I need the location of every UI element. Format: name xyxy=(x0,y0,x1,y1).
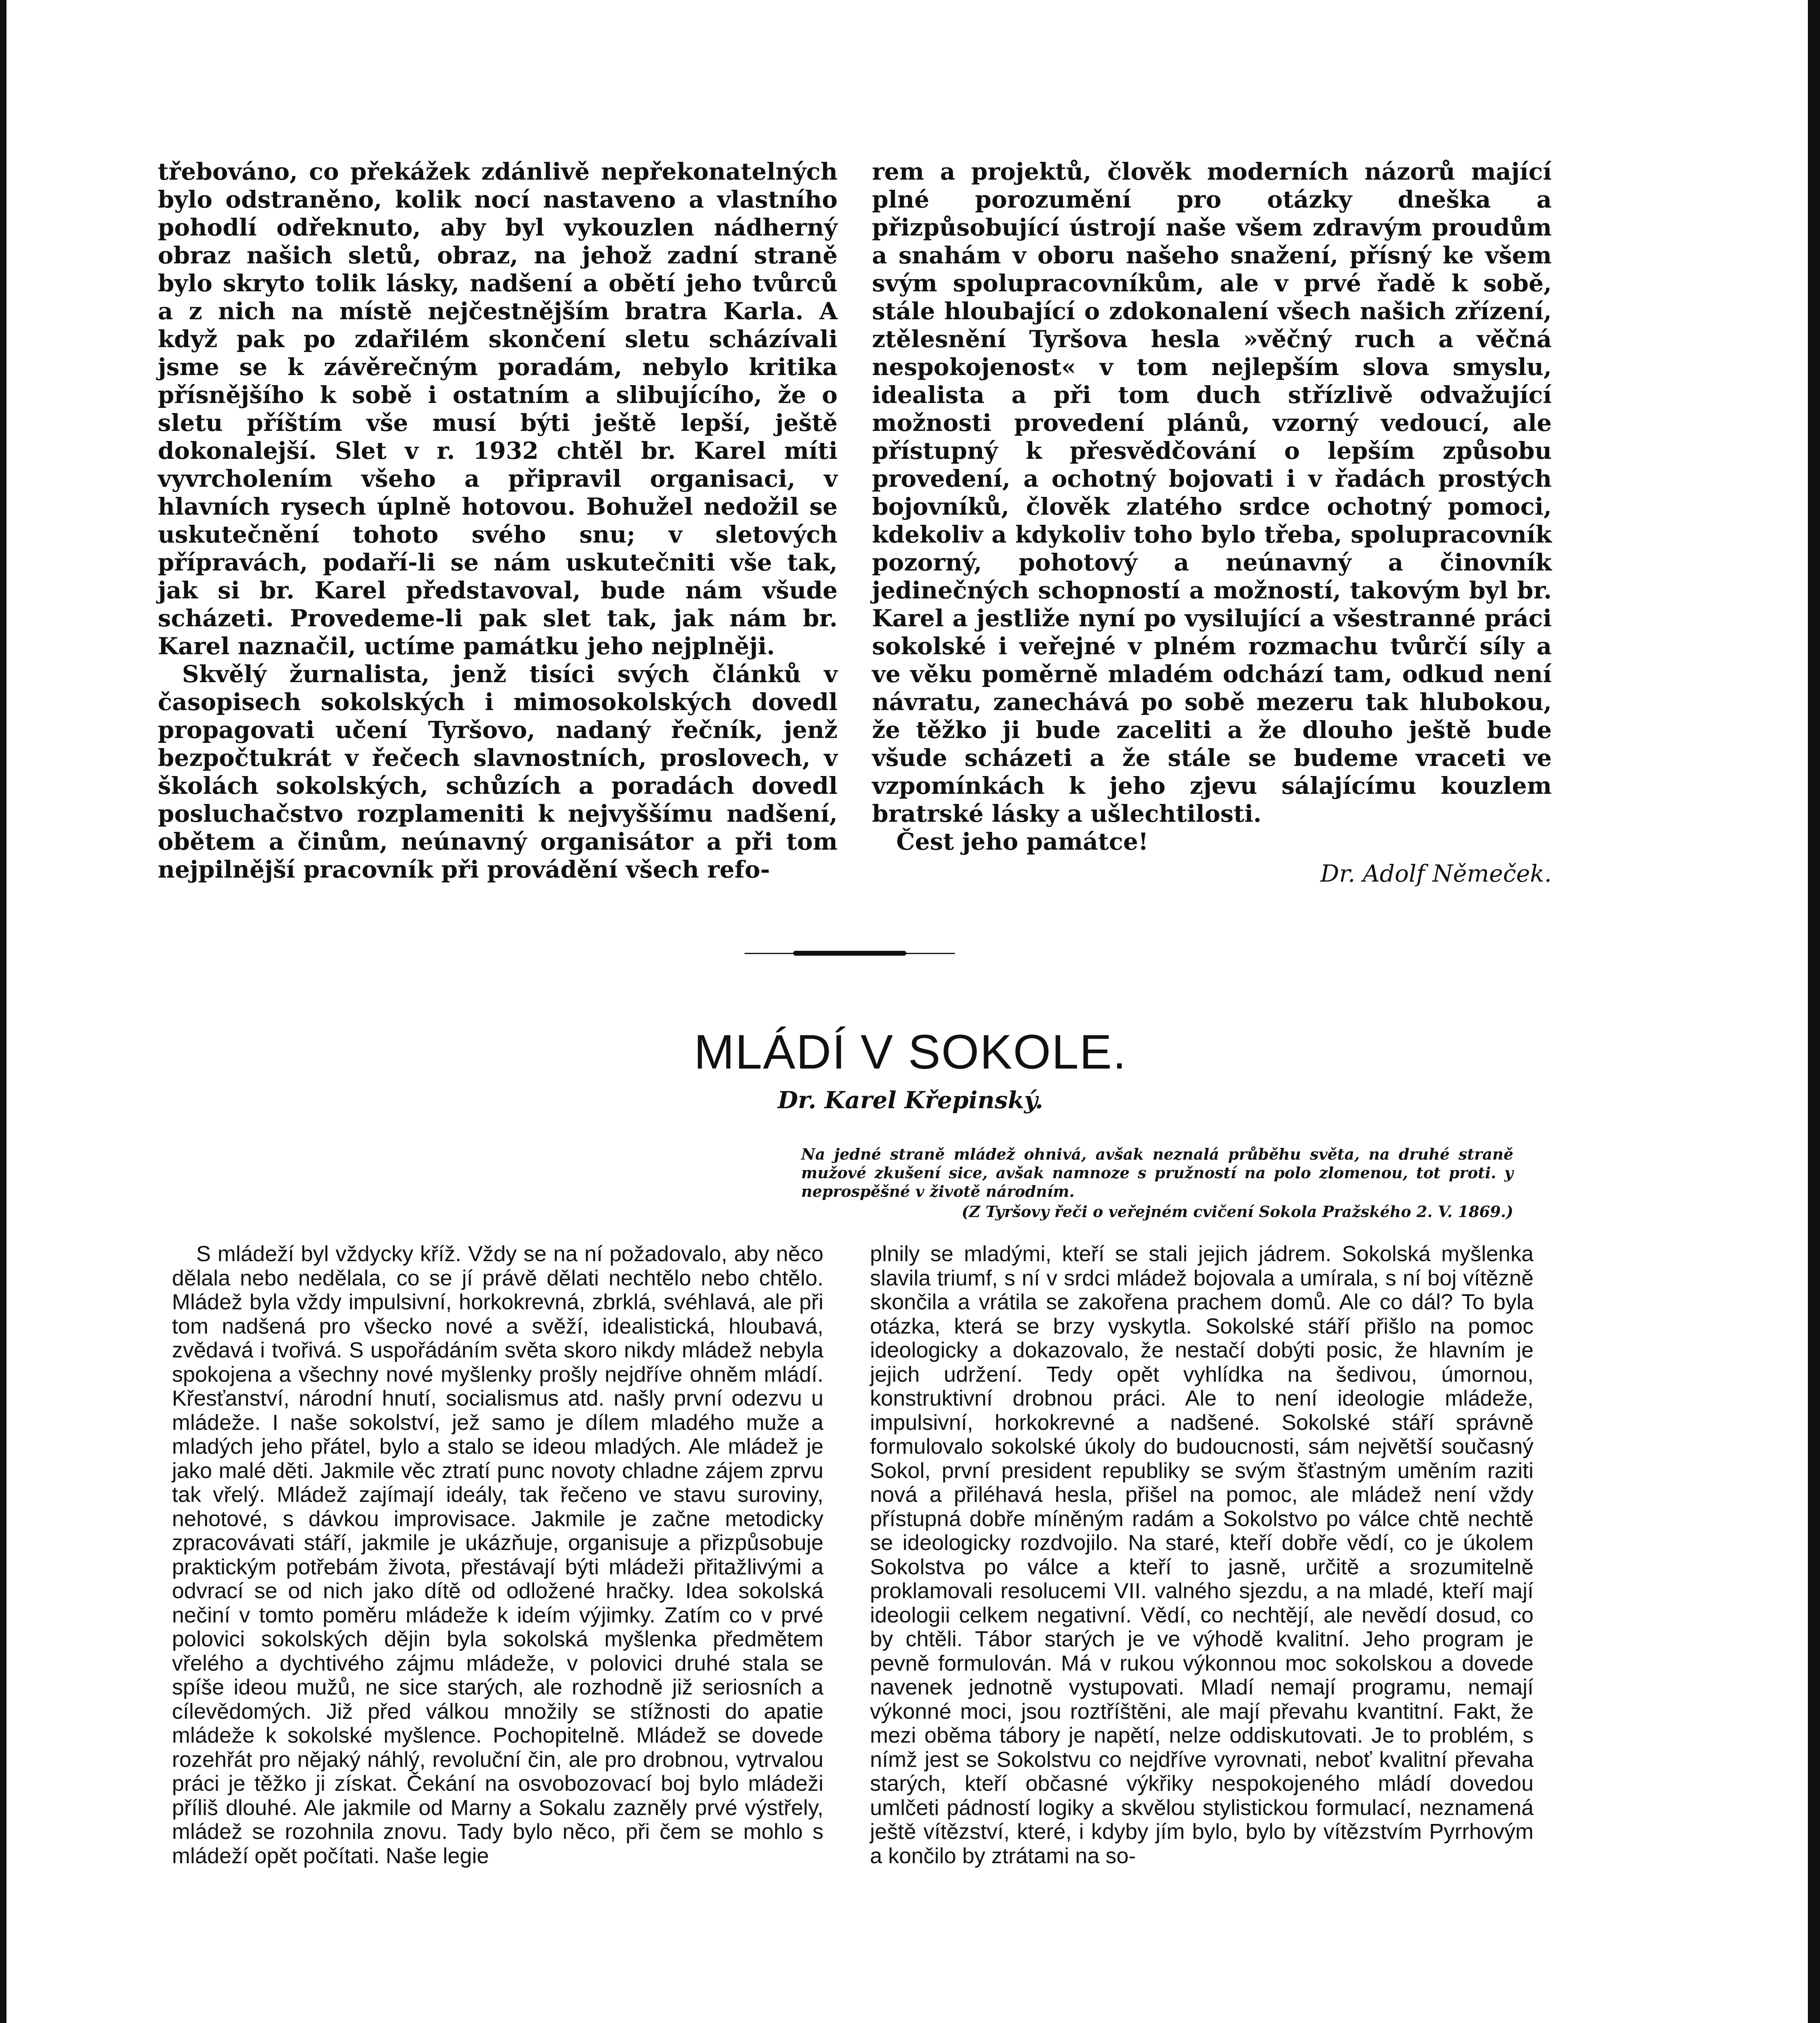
paragraph: plnily se mladými, kteří se stali jejich jádrem. Sokolská myšlenka slavila triumf, s ní v srdci mládež bojovala a umírala, s ní boj vítězně skončila a vrátila se zakořena prachem domů. Ale co dál? To byla otázka, která se brzy vyskytla. Sokolské stáří přišlo na pomoc ideologicky a dokazovalo, že nestačí dobýti posic, že hlavním je jejich udržení. Tedy opět vyhlídka na šedivou, úmornou, konstruktivní drobnou práci. Ale to není ideologie mládeže, impulsivní, horkokrevné a nadšené. Sokolské stáří správně formulovalo sokolské úkoly do budoucnosti, sám největší současný Sokol, první president republiky se svým šťastným uměním raziti nová a přiléhavá hesla, přišel na pomoc, ale mládež není vždy přístupná dobře míněným radám a Sokolstvo po válce chtě nechtě se ideologicky rozdvojilo. Na staré, kteří dobře vědí, co je úkolem Sokolstva po válce a kteří to jasně, určitě a srozumitelně proklamovali resolucemi VII. valného sjezdu, a na mladé, kteří mají ideologii celkem negativní. Vědí, co nechtějí, ale nevědí dosud, co by chtěli. Tábor starých je ve výhodě kvalitní. Jeho program je pevně formulován. Má v rukou výkonnou moc sokolskou a dovede navenek jednotně vystupovati. Mladí nemají programu, nemají výkonné moci, jsou roztříštěni, ale mají převahu kvantitní. Fakt, že mezi oběma tábory je napětí, nelze oddiskutovati. Je to problém, s nímž jest se Sokolstvu co nejdříve vyrovnati, neboť kvalitní převaha starých, kteří občasné výkřiky nespokojeného mládí dovedou umlčeti pádností logiky a skvělou stylistickou formulací, neznamená ještě vítězství, které, i kdyby jím bylo, bylo by vítězstvím Pyrrhovým a končilo by ztrátami na so- xyxy=(870,1242,1534,1868)
paragraph: Čest jeho památce! xyxy=(896,828,1149,855)
article-left-column xyxy=(172,1242,823,1868)
signature: Dr. Adolf Němeček. xyxy=(1320,860,1552,887)
article-author: Dr. Karel Křepinský. xyxy=(777,1086,1044,1114)
section-divider xyxy=(745,951,955,956)
scan-edge-right xyxy=(1808,0,1820,2023)
top-article-right-column xyxy=(872,158,1552,888)
article-title: MLÁDÍ V SOKOLE. xyxy=(694,1025,1127,1079)
epigraph xyxy=(801,1145,1513,1221)
article-right-column xyxy=(870,1242,1534,1868)
paragraph: Skvělý žurnalista, jenž tisíci svých článků v časopisech sokolských i mimosokolských dovedl propagovati učení Tyršovo, nadaný řečník, jenž bezpočtukrát v řečech slavnostních, proslovech, v školách sokolských, schůzích a poradách dovedl posluchačstvo rozplameniti k nejvyššímu nadšení, obětem a činům, neúnavný organisátor a při tom nejpilnější pracovník při provádění všech refo- xyxy=(158,660,838,883)
paragraph: třebováno, co překážek zdánlivě nepřekonatelných bylo odstraněno, kolik nocí nastaveno a vlastního pohodlí odřeknuto, aby byl vykouzlen nádherný obraz našich sletů, obraz, na jehož zadní straně bylo skryto tolik lásky, nadšení a obětí jeho tvůrců a z nich na místě nejčestnějším bratra Karla. A když pak po zdařilém skončení sletu scházívali jsme se k závěrečným poradám, nebylo kritika přísnějšího k sobě i ostatním a slibujícího, že o sletu příštím vše musí býti ještě lepší, ještě dokonalejší. Slet v r. 1932 chtěl br. Karel míti vyvrcholením všeho a připravil organisaci, v hlavních rysech úplně hotovou. Bohužel nedožil se uskutečnění tohoto svého snu; v sletových přípravách, podaří-li se nám uskutečniti vše tak, jak si br. Karel představoval, bude nám všude scházeti. Provedeme-li pak slet tak, jak nám br. Karel naznačil, uctíme památku jeho nejplněji. xyxy=(158,158,838,660)
epigraph-text: Na jedné straně mládež ohnivá, avšak neznalá průběhu světa, na druhé straně mužové zkušení sice, avšak namnoze s pružností na polo zlomenou, tot proti. y neprospěšné v životě národním. xyxy=(801,1145,1513,1200)
scan-edge-left xyxy=(0,0,6,2023)
top-article-left-column xyxy=(158,158,838,884)
paragraph: rem a projektů, člověk moderních názorů mající plné porozumění pro otázky dneška a přizpůsobující ústrojí naše všem zdravým proudům a snahám v oboru našeho snažení, přísný ke všem svým spolupracovníkům, ale v prvé řadě k sobě, stále hloubající o zdokonalení všech našich zřízení, ztělesnění Tyršova hesla »věčný ruch a věčná nespokojenost« v tom nejlepším slova smyslu, idealista a při tom duch střízlivě odvažující možnosti provedení plánů, vzorný vedoucí, ale přístupný k přesvědčování o lepším způsobu provedení, a ochotný bojovati i v řadách prostých bojovníků, člověk zlatého srdce ochotný pomoci, kdekoliv a kdykoliv toho bylo třeba, spolupracovník pozorný, pohotový a neúnavný a činovník jedinečných schopností a možností, takovým byl br. Karel a jestliže nyní po vysilující a všestranné práci sokolské i veřejné v plném rozmachu tvůrčí síly a ve věku poměrně mladém odchází tam, odkud není návratu, zanechává po sobě mezeru tak hlubokou, že těžko ji bude zaceliti a že dlouho ještě bude všude scházeti a že stále se budeme vraceti ve vzpomínkách k jeho zjevu sálajícímu kouzlem bratrské lásky a ušlechtilosti. xyxy=(872,158,1552,827)
paragraph: S mládeží byl vždycky kříž. Vždy se na ní požadovalo, aby něco dělala nebo nedělala, co se jí právě dělati nechtělo nebo chtělo. Mládež byla vždy impulsivní, horkokrevná, zbrklá, svéhlavá, ale při tom nadšená pro všecko nové a svěží, idealistická, hloubavá, zvědavá i tvořivá. S uspořádáním světa skoro nikdy mládež nebyla spokojena a všechny nové myšlenky prošly nejdříve ohněm mládí. Křesťanství, národní hnutí, socialismus atd. našly první odezvu u mládeže. I naše sokolství, jež samo je dílem mladého muže a mladých jeho přátel, bylo a stalo se ideou mladých. Ale mládež je jako malé děti. Jakmile věc ztratí punc novoty chladne zájem zprvu tak vřelý. Mládež zajímají ideály, tak řečeno ve stavu suroviny, nehotové, s dávkou improvisace. Jakmile je začne metodicky zpracovávati stáří, jakmile je ukázňuje, organisuje a přizpůsobuje praktickým potřebám života, přestávají býti mládeži přitažlivými a odvrací se od nich jako dítě od odložené hračky. Idea sokolská nečiní v tomto poměru mládeže k ideím výjimky. Zatím co v prvé polovici sokolských dějin byla sokolská myšlenka předmětem vřelého a dychtivého zájmu mládeže, v polovici druhé stala se spíše ideou mužů, ne sice starých, ale rozhodně již seriosních a cílevědomých. Již před válkou množily se stížnosti do apatie mládeže k sokolské myšlence. Pochopitelně. Mládež se dovede rozehřát pro nějaký náhlý, revoluční čin, ale pro drobnou, vytrvalou práci je těžko ji získat. Čekání na osvobozovací boj bylo mládeži příliš dlouhé. Ale jakmile od Marny a Sokalu zazněly prvé výstřely, mládež se rozohnila znovu. Tady bylo něco, při čem se mohlo s mládeží opět počítati. Naše legie xyxy=(172,1242,823,1868)
epigraph-source: (Z Tyršovy řeči o veřejném cvičení Sokola Pražského 2. V. 1869.) xyxy=(961,1202,1513,1221)
divider-swell xyxy=(793,951,906,956)
